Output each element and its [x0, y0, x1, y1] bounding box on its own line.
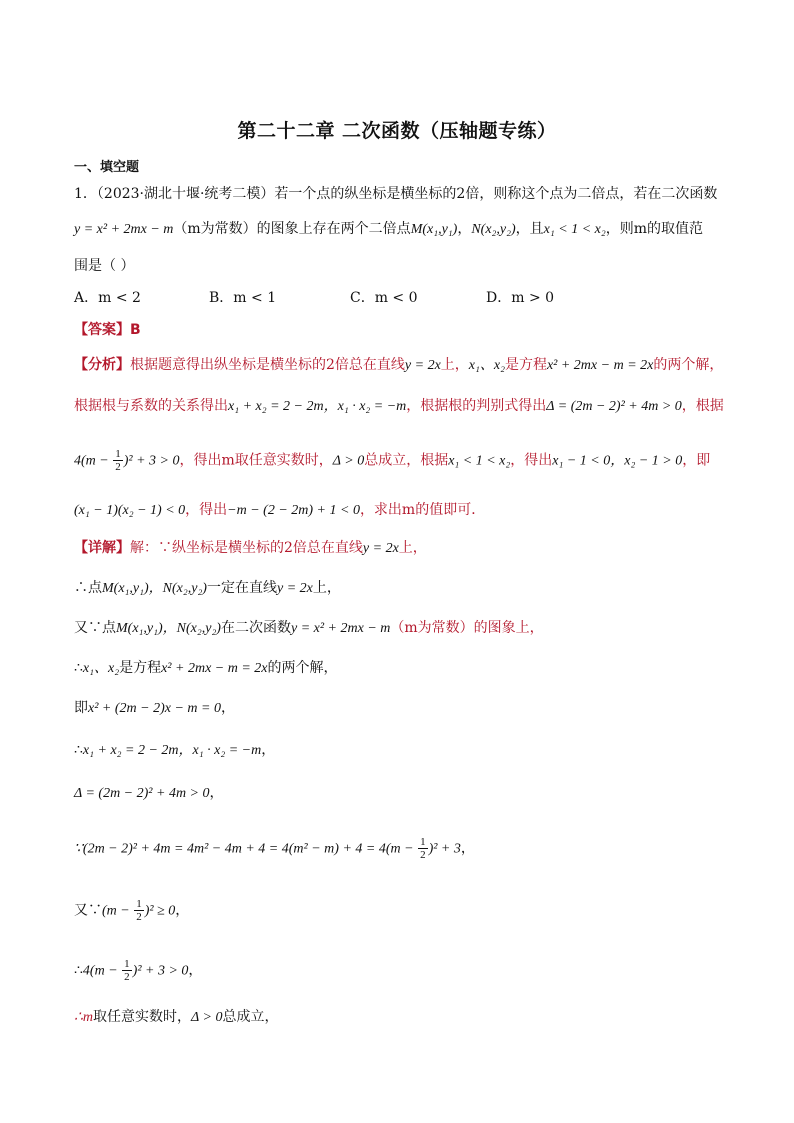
fraction-denominator: 2	[136, 911, 142, 923]
fraction-numerator: 1	[136, 898, 142, 910]
fraction	[134, 898, 144, 923]
analysis-line-2	[74, 396, 724, 417]
detail-text: （m为常数）的图象上，	[390, 620, 544, 636]
analysis-text: 根据根与系数的关系得出	[74, 398, 228, 414]
fraction-denominator: 2	[115, 461, 121, 473]
detail-line-11	[74, 1007, 278, 1028]
detail-line-2	[74, 578, 341, 599]
math-expression: M(x₁,y₁)，N(x₂,y₂)	[102, 581, 207, 596]
analysis-text: 是方程	[504, 357, 547, 373]
fraction-denominator: 2	[124, 971, 130, 983]
math-expression: Δ > 0	[332, 453, 365, 469]
point-m: M(x₁,y₁)	[410, 222, 458, 237]
math-expression: y = 2x	[362, 541, 399, 556]
fraction-numerator: 1	[115, 448, 121, 460]
math-expression: x₁ − 1 < 0，x₂ − 1 > 0	[552, 453, 683, 469]
fraction-numerator: 1	[124, 958, 130, 970]
analysis-line-3	[74, 448, 710, 473]
detail-text: 总成立，	[222, 1009, 279, 1025]
math-expression: 4(m −	[74, 453, 113, 469]
detail-line-7	[74, 783, 224, 804]
detail-text: ∴点	[74, 580, 102, 596]
detail-line-5	[74, 698, 235, 719]
math-expression: x₁ + x₂ = 2 − 2m，x₁ · x₂ = −m	[82, 743, 262, 758]
question-text: 1．（2023·湖北十堰·统考二模）若一个点的纵坐标是横坐标的2倍，则称这个点为二倍点，若在二次函数	[74, 186, 718, 202]
analysis-text: 根据题意得出纵坐标是横坐标的2倍总在直线	[130, 357, 405, 373]
math-expression: M(x₁,y₁)，N(x₂,y₂)	[116, 621, 221, 636]
math-expression: Δ > 0	[191, 1010, 223, 1025]
math-expression: y = 2x	[276, 581, 313, 596]
math-expression: Δ = (2m − 2)² + 4m > 0	[74, 786, 210, 801]
math-expression: Δ = (2m − 2)² + 4m > 0	[546, 399, 682, 414]
math-expression: )² + 3 > 0	[123, 453, 180, 469]
detail-line-3	[74, 618, 544, 639]
answer-label: 【答案】	[74, 322, 130, 338]
math-expression: )² + 3 > 0	[132, 963, 189, 979]
answer-value: B	[130, 322, 141, 338]
math-expression: −m − (2 − 2m) + 1 < 0	[227, 503, 360, 518]
analysis-text: 上，	[440, 357, 469, 373]
math-expression: )² ≥ 0	[144, 903, 176, 919]
math-expression: y = x² + 2mx − m	[290, 621, 391, 636]
math-expression: ∵(2m − 2)² + 4m = 4m² − 4m + 4 = 4(m² − m) + 4 = 4(m −	[74, 841, 418, 857]
option-d: D．m > 0	[486, 290, 555, 306]
analysis-label: 【分析】	[74, 357, 130, 373]
detail-line-8	[74, 836, 475, 861]
math-expression: y = 2x	[404, 358, 441, 373]
detail-text: ，	[261, 742, 276, 758]
detail-text: 一定在直线	[206, 580, 277, 596]
math-expression: (x₁ − 1)(x₂ − 1) < 0	[74, 503, 186, 518]
detail-text: 又∵	[74, 902, 102, 919]
detail-text: ，	[220, 700, 235, 716]
math-expression: x² + 2mx − m = 2x	[161, 661, 268, 676]
analysis-line-1	[74, 355, 723, 376]
analysis-text: ，根据	[681, 398, 724, 414]
question-line-1	[74, 184, 717, 204]
analysis-text: ，得出m取任意实数时，	[179, 452, 333, 469]
math-expression: x₁、x₂	[82, 661, 120, 676]
detail-text: ，	[460, 840, 475, 857]
detail-line-6	[74, 740, 275, 761]
question-text: ，则m的取值范	[605, 221, 704, 237]
question-text: ，且	[515, 221, 544, 237]
detail-text: 即	[74, 700, 88, 716]
fraction-numerator: 1	[420, 836, 426, 848]
analysis-text: ，即	[682, 452, 711, 469]
detail-line-10	[74, 958, 202, 983]
detail-line-1	[74, 538, 427, 559]
page-title: 第二十二章 二次函数（压轴题专练）	[237, 120, 557, 142]
detail-line-9	[74, 898, 189, 923]
condition-expression: x₁ < 1 < x₂	[543, 222, 606, 237]
math-expression: (m −	[102, 903, 134, 919]
option-b: B．m < 1	[209, 290, 277, 306]
separator: ，	[457, 221, 472, 237]
answer-line	[74, 320, 141, 340]
analysis-text: ，得出	[185, 502, 228, 518]
analysis-text: ，根据根的判别式得出	[406, 398, 547, 414]
math-expression: x₁ + x₂ = 2 − 2m，x₁ · x₂ = −m	[228, 399, 407, 414]
math-expression: )² + 3	[428, 841, 461, 857]
detail-text: ∴	[74, 660, 83, 676]
detail-text: 上，	[312, 580, 341, 596]
section-heading: 一、填空题	[74, 160, 140, 175]
detail-text: ，	[209, 785, 224, 801]
detail-text: ，	[175, 902, 190, 919]
math-expression: x₁ < 1 < x₂	[448, 453, 511, 469]
fraction-denominator: 2	[420, 849, 426, 861]
math-expression: x² + 2mx − m = 2x	[546, 358, 654, 373]
math-expression: x₁、x₂	[468, 358, 505, 373]
fraction	[113, 448, 123, 473]
point-n: N(x₂,y₂)	[471, 222, 516, 237]
analysis-text: ，求出m的值即可．	[359, 502, 486, 518]
analysis-text: 总成立，根据	[364, 452, 449, 469]
option-a: A．m < 2	[74, 290, 141, 306]
analysis-text: 的两个解，	[653, 357, 724, 373]
function-expression: y = x² + 2mx − m	[74, 222, 174, 237]
detail-text: ∴	[74, 962, 83, 979]
detail-text: 的两个解，	[267, 660, 338, 676]
analysis-line-4	[74, 500, 485, 521]
math-expression: ∴m	[74, 1010, 94, 1025]
math-expression: 4(m −	[82, 963, 122, 979]
math-expression: x² + (2m − 2)x − m = 0	[88, 701, 221, 716]
analysis-text: ，得出	[510, 452, 553, 469]
detail-text: 在二次函数	[220, 620, 291, 636]
detail-text: ，	[188, 962, 203, 979]
detail-text: ∴	[74, 742, 83, 758]
detail-text: 是方程	[119, 660, 162, 676]
detail-text: 又∵点	[74, 620, 116, 636]
detail-line-4	[74, 658, 338, 679]
detail-text: 上，	[398, 540, 427, 556]
detail-text: 取任意实数时，	[93, 1009, 192, 1025]
fraction	[122, 958, 132, 983]
fraction	[418, 836, 428, 861]
detail-text: 解：∵纵坐标是横坐标的2倍总在直线	[130, 540, 363, 556]
detail-label: 【详解】	[74, 540, 130, 556]
question-line-2	[74, 219, 703, 240]
question-text: （m为常数）的图象上存在两个二倍点	[173, 221, 411, 237]
question-line-3: 围是（ ）	[74, 258, 135, 274]
option-c: C．m < 0	[350, 290, 418, 306]
